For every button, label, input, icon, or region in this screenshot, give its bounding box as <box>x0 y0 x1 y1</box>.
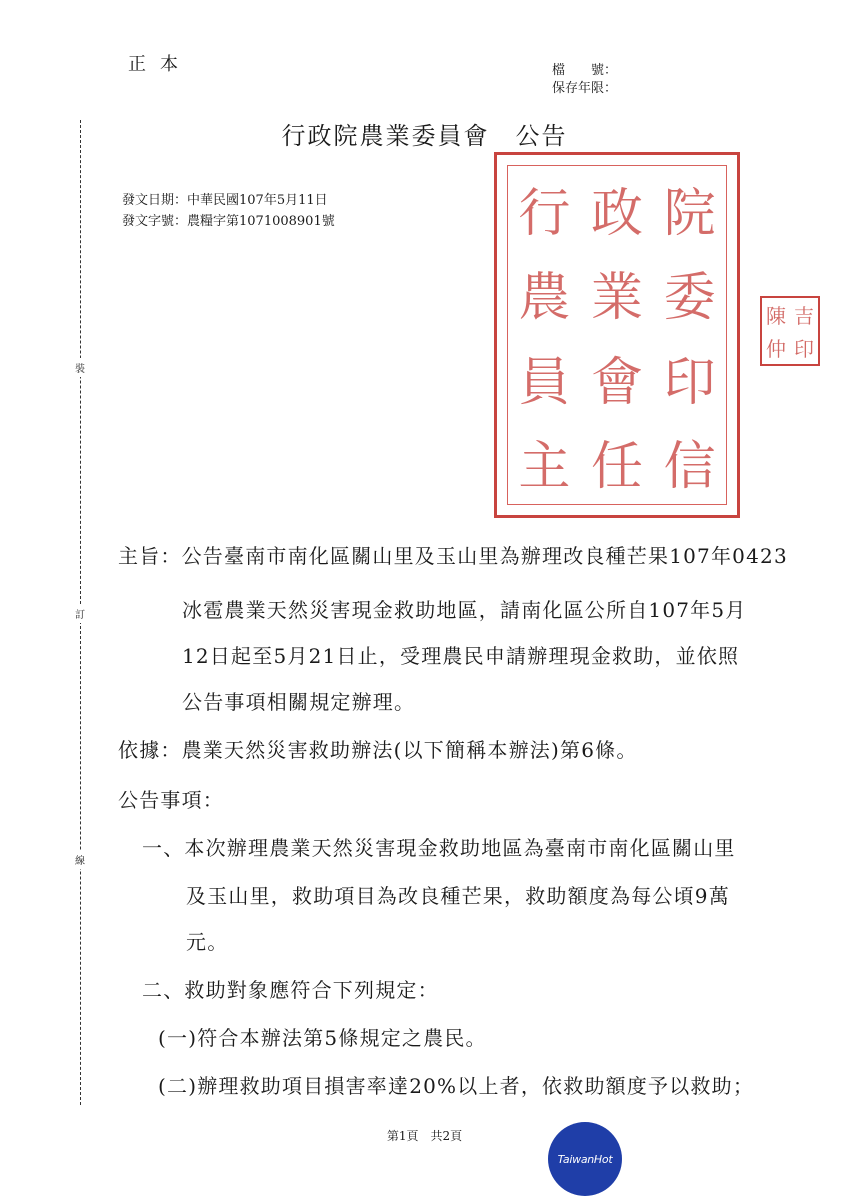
item2-heading: 二、救助對象應符合下列規定： <box>142 978 439 1002</box>
item1-line-1: 一、本次辦理農業天然災害現金救助地區為臺南市南化區關山里 <box>142 836 736 860</box>
subject-line-4: 公告事項相關規定辦理。 <box>182 690 416 714</box>
items-heading: 公告事項： <box>118 788 224 812</box>
seal-char: 政 <box>590 183 643 244</box>
seal-char: 業 <box>590 268 643 329</box>
copy-label: 正本 <box>128 54 192 75</box>
small-seal-char: 吉 <box>794 304 814 328</box>
seal-char: 會 <box>590 352 643 413</box>
seal-char: 行 <box>518 183 571 244</box>
subject-line-2: 冰雹農業天然災害現金救助地區，請南化區公所自107年5月 <box>182 598 747 622</box>
item2-sub2: (二)辦理救助項目損害率達20%以上者，依救助額度予以救助； <box>158 1074 755 1098</box>
binding-mark-ding: 訂 <box>71 604 89 623</box>
seal-char: 委 <box>663 268 716 329</box>
seal-char: 農 <box>518 268 571 329</box>
item1-line-2: 及玉山里，救助項目為改良種芒果，救助額度為每公頃9萬 <box>186 884 730 908</box>
item2-sub1: (一)符合本辦法第5條規定之農民。 <box>158 1026 487 1050</box>
document-meta <box>122 190 335 232</box>
seal-char: 印 <box>663 352 716 413</box>
seal-char: 主 <box>518 437 571 498</box>
page-info: 第1頁 共2頁 <box>386 1129 463 1143</box>
taiwanhot-logo <box>548 1122 622 1196</box>
item1-line-3: 元。 <box>186 930 229 954</box>
basis-line: 依據：農業天然災害救助辦法(以下簡稱本辦法)第6條。 <box>118 738 638 762</box>
document-number: 發文字號：農糧字第1071008901號 <box>122 214 335 229</box>
file-meta <box>552 62 617 98</box>
retention-label: 保存年限： <box>552 81 618 96</box>
subject-line-3: 12日起至5月21日止，受理農民申請辦理現金救助，並依照 <box>182 644 740 668</box>
binding-mark-xian: 線 <box>71 850 89 869</box>
official-seal <box>494 152 740 518</box>
logo-text: TaiwanHot <box>557 1153 613 1166</box>
binding-mark-zhuang: 裝 <box>71 358 89 377</box>
official-small-seal <box>760 296 820 366</box>
subject-line-1: 主旨：公告臺南市南化區關山里及玉山里為辦理改良種芒果107年0423 <box>118 544 788 568</box>
small-seal-char: 仲 <box>766 337 786 361</box>
page-title: 行政院農業委員會 公告 <box>281 122 568 150</box>
small-seal-char: 陳 <box>766 304 786 328</box>
small-seal-char: 印 <box>794 337 814 361</box>
seal-char: 信 <box>663 437 716 498</box>
issue-date: 發文日期：中華民國107年5月11日 <box>122 193 328 208</box>
seal-char: 員 <box>518 352 571 413</box>
file-number-label: 檔 號： <box>552 63 618 78</box>
seal-char: 任 <box>590 437 643 498</box>
seal-char: 院 <box>663 183 716 244</box>
